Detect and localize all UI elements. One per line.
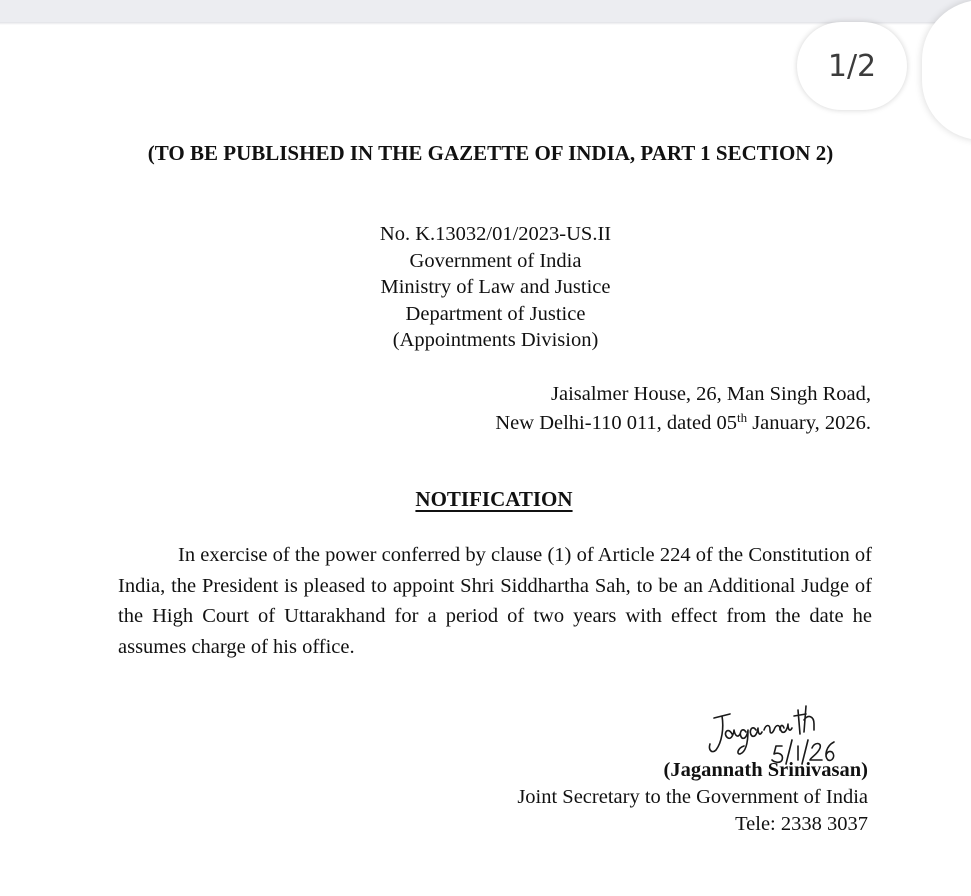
page-indicator[interactable]: 1/2	[797, 22, 907, 110]
handwritten-signature	[700, 690, 850, 765]
address-block	[495, 380, 871, 438]
file-number: No. K.13032/01/2023-US.II	[379, 223, 612, 245]
signatory-telephone: Tele: 2338 3037	[735, 813, 868, 835]
gazette-heading: (TO BE PUBLISHED IN THE GAZETTE OF INDIA, PART 1 SECTION 2)	[147, 141, 834, 165]
notification-heading	[0, 487, 971, 512]
ministry-line: Ministry of Law and Justice	[380, 276, 611, 298]
address-date-prefix: New Delhi-110 011, dated 05	[495, 412, 737, 434]
notification-body: In exercise of the power conferred by clause (1) of Article 224 of the Constitution of India, the President is pleased to appoint Shri Siddhartha Sah, to be an Additional Judge of the High Court of Uttarakhand for a period of two years with effect from the date he assumes charge of his office.	[118, 544, 872, 659]
date-ordinal-suffix: th	[736, 410, 748, 425]
notification-title: NOTIFICATION	[415, 487, 573, 511]
signatory-designation: Joint Secretary to the Government of India	[517, 786, 868, 808]
signatory-name: (Jagannath Srinivasan)	[663, 759, 868, 781]
signature-block	[517, 757, 868, 838]
viewer-top-bar	[0, 0, 971, 22]
address-date-suffix: January, 2026.	[747, 412, 871, 434]
address-line-2	[495, 409, 871, 438]
department-line: Department of Justice	[405, 302, 586, 325]
header-block	[0, 221, 971, 354]
address-line-1: Jaisalmer House, 26, Man Singh Road,	[551, 383, 871, 405]
division-line: (Appointments Division)	[392, 329, 599, 351]
government-line: Government of India	[409, 249, 582, 272]
